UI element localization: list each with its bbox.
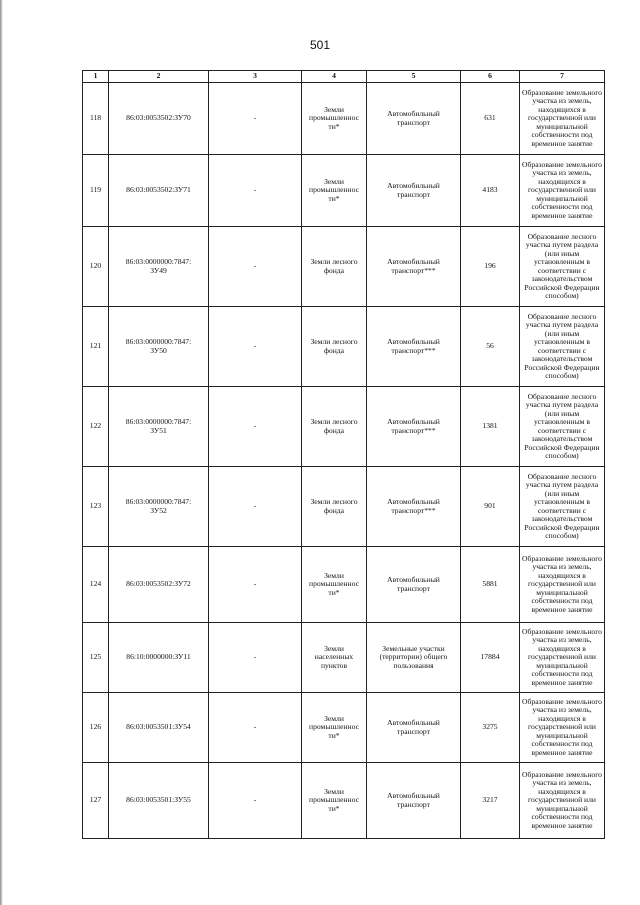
area-value: 3217 [461,763,520,839]
cadastral-number: 86:03:0053502:ЗУ71 [109,155,209,227]
cadastral-number: 86:03:0053502:ЗУ72 [109,547,209,623]
table-header-row [83,71,605,83]
area-value: 56 [461,307,520,387]
col-header: 6 [461,71,520,83]
row-number: 121 [83,307,109,387]
purpose-note: Образование земельного участка из земель, находящихся в государственной или муниципальной собственности под временное занятие [520,155,605,227]
row-number: 123 [83,467,109,547]
land-category: Земли населенных пунктов [302,623,367,693]
permitted-use: Автомобильный транспорт [367,763,461,839]
row-number: 120 [83,227,109,307]
table-row [83,623,605,693]
cadastral-number: 86:03:0053501:ЗУ55 [109,763,209,839]
table-row [83,227,605,307]
table-row [83,155,605,227]
row-number: 122 [83,387,109,467]
col-header: 2 [109,71,209,83]
column-3-value: - [209,547,302,623]
permitted-use: Автомобильный транспорт*** [367,227,461,307]
land-category: Земли промышленнос ти* [302,155,367,227]
column-3-value: - [209,155,302,227]
col-header: 5 [367,71,461,83]
permitted-use: Автомобильный транспорт [367,155,461,227]
column-3-value: - [209,307,302,387]
permitted-use: Автомобильный транспорт*** [367,307,461,387]
purpose-note: Образование лесного участка путем раздела (или иным установленным в соответствии с законодательством Российской Федерации способом) [520,227,605,307]
cadastral-number: 86:03:0000000:7847: ЗУ52 [109,467,209,547]
purpose-note: Образование лесного участка путем раздела (или иным установленным в соответствии с законодательством Российской Федерации способом) [520,467,605,547]
permitted-use: Автомобильный транспорт*** [367,387,461,467]
cadastral-number: 86:10:0000000:ЗУ11 [109,623,209,693]
table-row [83,467,605,547]
row-number: 124 [83,547,109,623]
row-number: 118 [83,83,109,155]
column-3-value: - [209,227,302,307]
row-number: 126 [83,693,109,763]
column-3-value: - [209,467,302,547]
purpose-note: Образование земельного участка из земель, находящихся в государственной или муниципальной собственности под временное занятие [520,763,605,839]
row-number: 119 [83,155,109,227]
land-category: Земли лесного фонда [302,227,367,307]
permitted-use: Автомобильный транспорт [367,83,461,155]
table-row [83,83,605,155]
row-number: 125 [83,623,109,693]
column-3-value: - [209,623,302,693]
purpose-note: Образование земельного участка из земель, находящихся в государственной или муниципальной собственности под временное занятие [520,693,605,763]
row-number: 127 [83,763,109,839]
table-row [83,387,605,467]
col-header: 4 [302,71,367,83]
cadastral-number: 86:03:0000000:7847: ЗУ49 [109,227,209,307]
purpose-note: Образование земельного участка из земель, находящихся в государственной или муниципальной собственности под временное занятие [520,623,605,693]
permitted-use: Автомобильный транспорт [367,547,461,623]
table-row [83,307,605,387]
cadastral-number: 86:03:0000000:7847: ЗУ50 [109,307,209,387]
area-value: 196 [461,227,520,307]
page-number: 501 [309,38,331,52]
permitted-use: Земельные участки (территории) общего пользования [367,623,461,693]
purpose-note: Образование лесного участка путем раздела (или иным установленным в соответствии с законодательством Российской Федерации способом) [520,307,605,387]
column-3-value: - [209,693,302,763]
area-value: 4183 [461,155,520,227]
area-value: 901 [461,467,520,547]
cadastral-number: 86:03:0053501:ЗУ54 [109,693,209,763]
table-row [83,547,605,623]
land-category: Земли промышленнос ти* [302,763,367,839]
land-category: Земли лесного фонда [302,307,367,387]
col-header: 7 [520,71,605,83]
area-value: 1381 [461,387,520,467]
land-category: Земли лесного фонда [302,387,367,467]
cadastral-number: 86:03:0000000:7847: ЗУ51 [109,387,209,467]
land-category: Земли промышленнос ти* [302,547,367,623]
col-header: 1 [83,71,109,83]
area-value: 631 [461,83,520,155]
permitted-use: Автомобильный транспорт*** [367,467,461,547]
column-3-value: - [209,387,302,467]
land-category: Земли лесного фонда [302,467,367,547]
column-3-value: - [209,763,302,839]
land-plots-table [82,70,605,839]
purpose-note: Образование земельного участка из земель, находящихся в государственной или муниципальной собственности под временное занятие [520,547,605,623]
table-row [83,693,605,763]
purpose-note: Образование земельного участка из земель, находящихся в государственной или муниципальной собственности под временное занятие [520,83,605,155]
area-value: 17884 [461,623,520,693]
scan-edge [0,0,3,905]
col-header: 3 [209,71,302,83]
cadastral-number: 86:03:0053502:ЗУ70 [109,83,209,155]
column-3-value: - [209,83,302,155]
land-category: Земли промышленнос ти* [302,693,367,763]
permitted-use: Автомобильный транспорт [367,693,461,763]
land-category: Земли промышленнос ти* [302,83,367,155]
area-value: 5881 [461,547,520,623]
area-value: 3275 [461,693,520,763]
table-row [83,763,605,839]
purpose-note: Образование лесного участка путем раздела (или иным установленным в соответствии с законодательством Российской Федерации способом) [520,387,605,467]
